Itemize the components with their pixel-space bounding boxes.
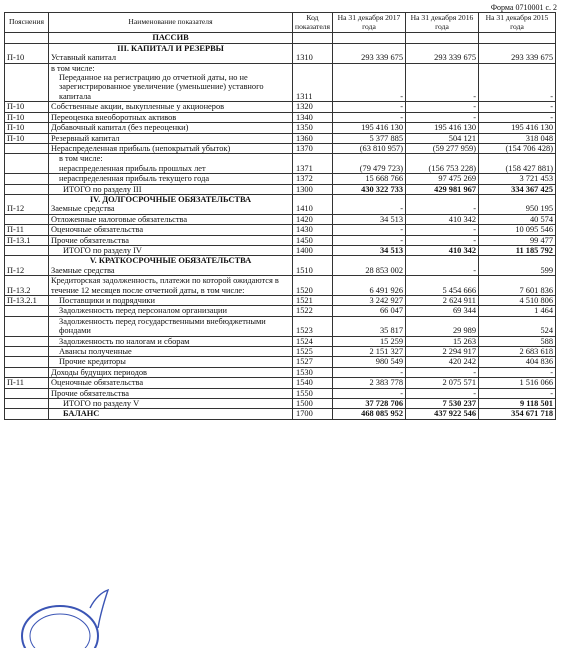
indicator-name — [49, 194, 293, 214]
value-2016: (59 277 959) — [406, 143, 479, 153]
value-2015: 10 095 546 — [479, 225, 556, 235]
note-cell: П-13.2.1 — [5, 296, 49, 306]
value-2015: 318 048 — [479, 133, 556, 143]
empty-cell — [406, 33, 479, 43]
note-cell — [5, 33, 49, 43]
value-2015: 524 — [479, 316, 556, 336]
value-2017: - — [333, 112, 406, 122]
table-row — [5, 306, 556, 316]
value-2015: - — [479, 102, 556, 112]
value-2015: 950 195 — [479, 194, 556, 214]
indicator-name — [49, 399, 293, 409]
table-row — [5, 388, 556, 398]
row-label: Задолженность перед персоналом организации — [59, 306, 227, 316]
col-header-2016: На 31 декабря 2016 года — [406, 13, 479, 33]
code-cell: 1540 — [293, 378, 333, 388]
table-row — [5, 63, 556, 102]
row-label: Добавочный капитал (без переоценки) — [51, 123, 189, 133]
note-cell: П-11 — [5, 378, 49, 388]
indicator-name — [49, 336, 293, 346]
empty-cell — [293, 33, 333, 43]
indicator-name — [49, 409, 293, 419]
value-2015: 334 367 425 — [479, 184, 556, 194]
code-cell: 1360 — [293, 133, 333, 143]
value-2017: - — [333, 235, 406, 245]
col-header-2015: На 31 декабря 2015 года — [479, 13, 556, 33]
value-2015: 195 416 130 — [479, 123, 556, 133]
table-row — [5, 225, 556, 235]
value-2016: 5 454 666 — [406, 276, 479, 296]
note-cell: П-12 — [5, 194, 49, 214]
code-cell: 1350 — [293, 123, 333, 133]
value-2015: 1 516 066 — [479, 378, 556, 388]
code-cell: 1370 — [293, 143, 333, 153]
note-cell — [5, 357, 49, 367]
note-cell — [5, 154, 49, 174]
code-cell: 1311 — [293, 63, 333, 102]
note-cell: П-13.2 — [5, 276, 49, 296]
table-row — [5, 378, 556, 388]
value-2017: - — [333, 102, 406, 112]
value-2017: 3 242 927 — [333, 296, 406, 306]
table-row — [5, 296, 556, 306]
indicator-name — [49, 63, 293, 102]
value-2017: - — [333, 225, 406, 235]
value-2017: 293 339 675 — [333, 43, 406, 63]
table-row — [5, 399, 556, 409]
note-cell — [5, 409, 49, 419]
row-label: Переоценка внеоборотных активов — [51, 112, 177, 122]
row-label: Отложенные налоговые обязательства — [51, 214, 188, 224]
value-2015: - — [479, 388, 556, 398]
note-cell: П-10 — [5, 133, 49, 143]
col-header-code: Код показателя — [293, 13, 333, 33]
note-cell — [5, 367, 49, 377]
value-2016: - — [406, 235, 479, 245]
value-2017: 28 853 002 — [333, 256, 406, 276]
section-heading: IV. ДОЛГОСРОЧНЫЕ ОБЯЗАТЕЛЬСТВА — [89, 194, 252, 204]
value-2015: - — [479, 367, 556, 377]
indicator-name — [49, 367, 293, 377]
indicator-name — [49, 245, 293, 255]
table-row — [5, 367, 556, 377]
value-2016: - — [406, 388, 479, 398]
value-2017: (79 479 723) — [333, 154, 406, 174]
code-cell: 1524 — [293, 336, 333, 346]
value-2016: - — [406, 112, 479, 122]
row-label: ИТОГО по разделу IV — [63, 245, 142, 255]
value-2017: 35 817 — [333, 316, 406, 336]
section-title: ПАССИВ — [49, 33, 293, 43]
value-2017: 5 377 885 — [333, 133, 406, 143]
value-2016: 7 530 237 — [406, 399, 479, 409]
section-heading: V. КРАТКОСРОЧНЫЕ ОБЯЗАТЕЛЬСТВА — [89, 256, 252, 266]
code-cell: 1340 — [293, 112, 333, 122]
value-2017: - — [333, 367, 406, 377]
value-2016: 195 416 130 — [406, 123, 479, 133]
code-cell: 1550 — [293, 388, 333, 398]
table-row — [5, 184, 556, 194]
indicator-name — [49, 123, 293, 133]
value-2017: 468 085 952 — [333, 409, 406, 419]
indicator-name — [49, 256, 293, 276]
value-2017: 34 513 — [333, 245, 406, 255]
indicator-name — [49, 174, 293, 184]
row-label: Нераспределенная прибыль (непокрытый убыток) — [51, 143, 231, 153]
value-2017: 15 259 — [333, 336, 406, 346]
note-cell — [5, 184, 49, 194]
row-label-prefix: в том числе: — [59, 154, 103, 164]
code-cell: 1320 — [293, 102, 333, 112]
note-cell: П-13.1 — [5, 235, 49, 245]
value-2015: 4 510 806 — [479, 296, 556, 306]
value-2015: 9 118 501 — [479, 399, 556, 409]
row-label: Поставщики и подрядчики — [59, 296, 155, 305]
table-row — [5, 409, 556, 419]
value-2015: - — [479, 63, 556, 102]
table-body — [5, 33, 556, 419]
table-row — [5, 347, 556, 357]
indicator-name — [49, 112, 293, 122]
row-label: Переданное на регистрацию до отчетной даты, но не зарегистрированное увеличение (уменьшение) уставного капитала — [59, 73, 264, 101]
note-cell — [5, 63, 49, 102]
row-label: БАЛАНС — [63, 409, 100, 419]
note-cell: П-10 — [5, 123, 49, 133]
indicator-name — [49, 347, 293, 357]
value-2017: 15 668 766 — [333, 174, 406, 184]
value-2015: (158 427 881) — [479, 154, 556, 174]
value-2016: 2 624 911 — [406, 296, 479, 306]
empty-cell — [333, 33, 406, 43]
value-2017: - — [333, 63, 406, 102]
code-cell: 1523 — [293, 316, 333, 336]
row-label: нераспределенная прибыль текущего года — [59, 174, 210, 184]
section-heading: III. КАПИТАЛ И РЕЗЕРВЫ — [117, 43, 224, 53]
table-row — [5, 43, 556, 63]
note-cell — [5, 399, 49, 409]
value-2015: 354 671 718 — [479, 409, 556, 419]
row-label: Кредиторская задолженность, платежи по которой ожидаются в течение 12 месяцев после отчетной даты, в том числе: — [51, 276, 279, 295]
code-cell: 1510 — [293, 256, 333, 276]
code-cell: 1372 — [293, 174, 333, 184]
value-2017: 2 383 778 — [333, 378, 406, 388]
note-cell — [5, 143, 49, 153]
row-label: Задолженность по налогам и сборам — [59, 336, 190, 346]
row-label: Собственные акции, выкупленные у акционеров — [51, 102, 225, 112]
indicator-name — [49, 102, 293, 112]
value-2015: 588 — [479, 336, 556, 346]
table-row — [5, 143, 556, 153]
form-number: Форма 0710001 с. 2 — [490, 3, 557, 12]
col-header-note: Пояснения — [5, 13, 49, 33]
value-2016: - — [406, 256, 479, 276]
note-cell: П-11 — [5, 225, 49, 235]
value-2017: 2 151 327 — [333, 347, 406, 357]
row-label: ИТОГО по разделу V — [63, 399, 140, 409]
indicator-name — [49, 225, 293, 235]
col-header-name: Наименование показателя — [49, 13, 293, 33]
value-2017: - — [333, 194, 406, 214]
value-2015: 1 464 — [479, 306, 556, 316]
indicator-name — [49, 306, 293, 316]
value-2016: (156 753 228) — [406, 154, 479, 174]
code-cell: 1300 — [293, 184, 333, 194]
table-row — [5, 357, 556, 367]
value-2015: 3 721 453 — [479, 174, 556, 184]
value-2015: - — [479, 112, 556, 122]
note-cell — [5, 336, 49, 346]
indicator-name — [49, 43, 293, 63]
value-2017: 430 322 733 — [333, 184, 406, 194]
table-row — [5, 194, 556, 214]
value-2016: 429 981 967 — [406, 184, 479, 194]
code-cell: 1410 — [293, 194, 333, 214]
table-row — [5, 102, 556, 112]
value-2016: 2 294 917 — [406, 347, 479, 357]
value-2016: - — [406, 194, 479, 214]
code-cell: 1371 — [293, 154, 333, 174]
value-2016: - — [406, 225, 479, 235]
table-row — [5, 235, 556, 245]
value-2016: 15 263 — [406, 336, 479, 346]
value-2016: - — [406, 63, 479, 102]
table-row — [5, 336, 556, 346]
row-label: Оценочные обязательства — [51, 225, 144, 235]
balance-sheet-table — [4, 12, 556, 420]
value-2015: 99 477 — [479, 235, 556, 245]
row-label: Оценочные обязательства — [51, 378, 144, 388]
row-label: Прочие обязательства — [51, 235, 129, 245]
table-row — [5, 214, 556, 224]
value-2016: 293 339 675 — [406, 43, 479, 63]
value-2015: 293 339 675 — [479, 43, 556, 63]
note-cell — [5, 316, 49, 336]
code-cell: 1450 — [293, 235, 333, 245]
value-2017: 34 513 — [333, 214, 406, 224]
value-2017: - — [333, 388, 406, 398]
note-cell — [5, 347, 49, 357]
value-2016: - — [406, 102, 479, 112]
row-label: Задолженность перед государственными внебюджетными фондами — [59, 316, 266, 336]
note-cell — [5, 388, 49, 398]
indicator-name — [49, 154, 293, 174]
indicator-name — [49, 388, 293, 398]
table-row — [5, 276, 556, 296]
row-label: Резервный капитал — [51, 133, 120, 143]
value-2016: 97 475 269 — [406, 174, 479, 184]
code-cell: 1530 — [293, 367, 333, 377]
value-2016: 69 344 — [406, 306, 479, 316]
value-2017: (63 810 957) — [333, 143, 406, 153]
code-cell: 1527 — [293, 357, 333, 367]
indicator-name — [49, 378, 293, 388]
value-2016: 437 922 546 — [406, 409, 479, 419]
table-row — [5, 245, 556, 255]
col-header-2017: На 31 декабря 2017 года — [333, 13, 406, 33]
code-cell: 1521 — [293, 296, 333, 306]
note-cell — [5, 306, 49, 316]
table-row — [5, 174, 556, 184]
note-cell: П-10 — [5, 102, 49, 112]
row-label: Прочие кредиторы — [59, 357, 126, 367]
indicator-name — [49, 133, 293, 143]
indicator-name — [49, 357, 293, 367]
value-2016: 410 342 — [406, 245, 479, 255]
value-2015: 2 683 618 — [479, 347, 556, 357]
indicator-name — [49, 296, 293, 306]
row-label: Авансы полученные — [59, 347, 132, 357]
section-title-row — [5, 33, 556, 43]
row-label: ИТОГО по разделу III — [63, 184, 142, 194]
row-label-prefix: в том числе: — [51, 63, 95, 73]
note-cell — [5, 245, 49, 255]
value-2015: 40 574 — [479, 214, 556, 224]
empty-cell — [479, 33, 556, 43]
table-row — [5, 112, 556, 122]
code-cell: 1520 — [293, 276, 333, 296]
indicator-name — [49, 214, 293, 224]
table-row — [5, 154, 556, 174]
value-2017: 6 491 926 — [333, 276, 406, 296]
table-row — [5, 256, 556, 276]
note-cell — [5, 214, 49, 224]
code-cell: 1430 — [293, 225, 333, 235]
table-row — [5, 123, 556, 133]
table-row — [5, 133, 556, 143]
company-stamp-icon — [20, 588, 130, 648]
value-2015: 7 601 836 — [479, 276, 556, 296]
value-2016: - — [406, 367, 479, 377]
row-label: Прочие обязательства — [51, 388, 129, 398]
indicator-name — [49, 276, 293, 296]
value-2015: 11 185 792 — [479, 245, 556, 255]
row-label: Уставный капитал — [51, 53, 117, 63]
note-cell: П-10 — [5, 112, 49, 122]
value-2016: 420 242 — [406, 357, 479, 367]
row-label: Доходы будущих периодов — [51, 367, 147, 377]
code-cell: 1525 — [293, 347, 333, 357]
value-2016: 504 121 — [406, 133, 479, 143]
indicator-name — [49, 235, 293, 245]
note-cell: П-10 — [5, 43, 49, 63]
code-cell: 1500 — [293, 399, 333, 409]
value-2016: 29 989 — [406, 316, 479, 336]
code-cell: 1700 — [293, 409, 333, 419]
code-cell: 1420 — [293, 214, 333, 224]
value-2015: (154 706 428) — [479, 143, 556, 153]
value-2017: 195 416 130 — [333, 123, 406, 133]
note-cell: П-12 — [5, 256, 49, 276]
table-row — [5, 316, 556, 336]
value-2015: 404 836 — [479, 357, 556, 367]
code-cell: 1400 — [293, 245, 333, 255]
value-2017: 980 549 — [333, 357, 406, 367]
value-2016: 2 075 571 — [406, 378, 479, 388]
code-cell: 1310 — [293, 43, 333, 63]
code-cell: 1522 — [293, 306, 333, 316]
row-label: Заемные средства — [51, 265, 115, 275]
row-label: нераспределенная прибыль прошлых лет — [59, 163, 206, 173]
value-2016: 410 342 — [406, 214, 479, 224]
note-cell — [5, 174, 49, 184]
value-2015: 599 — [479, 256, 556, 276]
value-2017: 37 728 706 — [333, 399, 406, 409]
row-label: Заемные средства — [51, 204, 115, 214]
indicator-name — [49, 143, 293, 153]
header-row — [5, 13, 556, 33]
indicator-name — [49, 184, 293, 194]
value-2017: 66 047 — [333, 306, 406, 316]
indicator-name — [49, 316, 293, 336]
